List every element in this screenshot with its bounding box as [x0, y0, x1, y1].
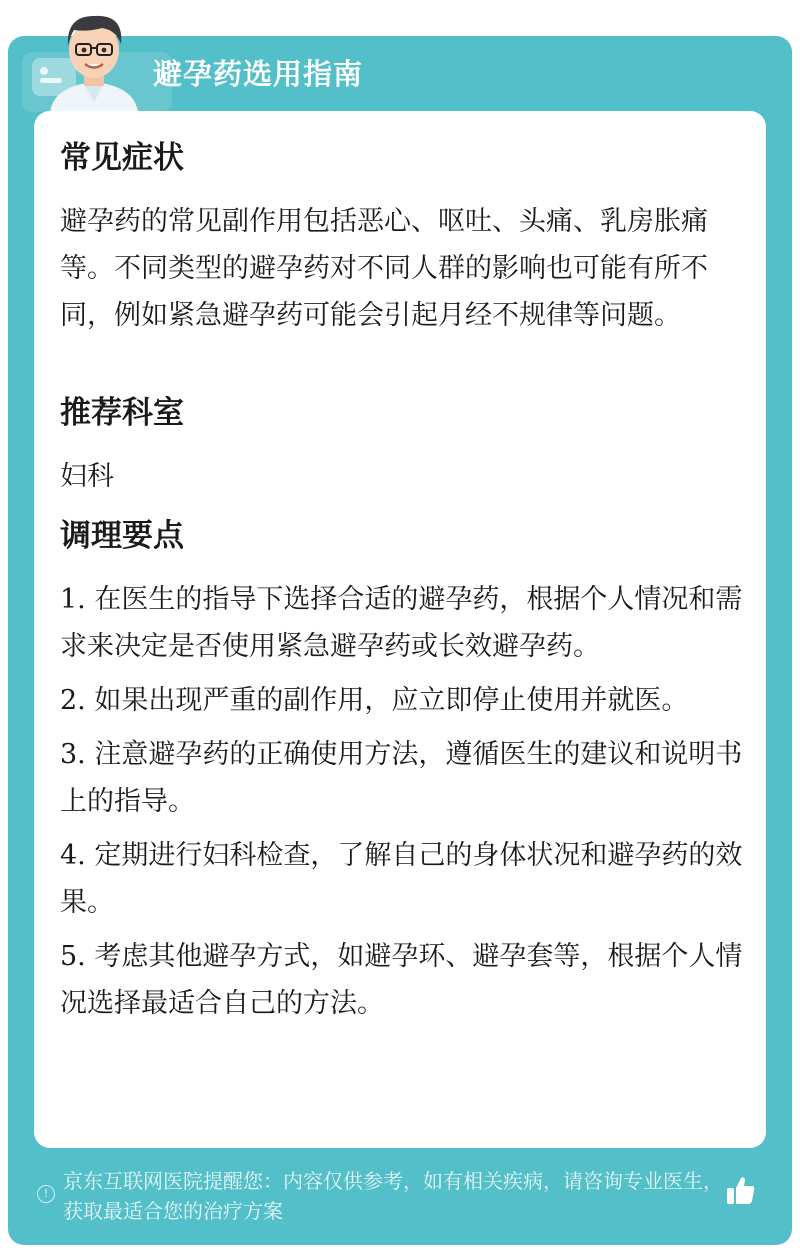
item-text: 如果出现严重的副作用，应立即停止使用并就医。 — [94, 685, 689, 716]
item-number: 4. — [60, 840, 86, 871]
care-list — [60, 576, 744, 1034]
department-text: 妇科 — [60, 461, 114, 492]
info-icon: ! — [37, 1185, 55, 1203]
list-item — [60, 832, 744, 926]
doctor-avatar-icon — [44, 6, 144, 112]
disclaimer-text: 京东互联网医院提醒您：内容仅供参考，如有相关疾病，请咨询专业医生，获取最适合您的治疗方案 — [63, 1169, 723, 1223]
item-text: 注意避孕药的正确使用方法，遵循医生的建议和说明书上的指导。 — [60, 739, 743, 817]
list-item — [60, 576, 744, 670]
symptoms-heading: 常见症状 — [60, 140, 184, 176]
department-heading: 推荐科室 — [60, 395, 184, 431]
list-item — [60, 677, 744, 724]
item-text: 定期进行妇科检查，了解自己的身体状况和避孕药的效果。 — [60, 840, 743, 918]
symptoms-text: 避孕药的常见副作用包括恶心、呕吐、头痛、乳房胀痛等。不同类型的避孕药对不同人群的影响也可能有所不同，例如紧急避孕药可能会引起月经不规律等问题。 — [60, 206, 708, 331]
item-text: 在医生的指导下选择合适的避孕药，根据个人情况和需求来决定是否使用紧急避孕药或长效避孕药。 — [60, 584, 743, 662]
item-number: 1. — [60, 584, 86, 615]
list-item — [60, 933, 744, 1027]
item-number: 3. — [60, 739, 86, 770]
content-card — [34, 111, 766, 1148]
page-title: 避孕药选用指南 — [153, 57, 364, 91]
item-number: 2. — [60, 685, 86, 716]
item-number: 5. — [60, 941, 86, 972]
thumbs-up-icon[interactable] — [724, 1174, 758, 1208]
item-text: 考虑其他避孕方式，如避孕环、避孕套等，根据个人情况选择最适合自己的方法。 — [60, 941, 743, 1019]
list-item — [60, 731, 744, 825]
care-heading: 调理要点 — [60, 518, 184, 554]
